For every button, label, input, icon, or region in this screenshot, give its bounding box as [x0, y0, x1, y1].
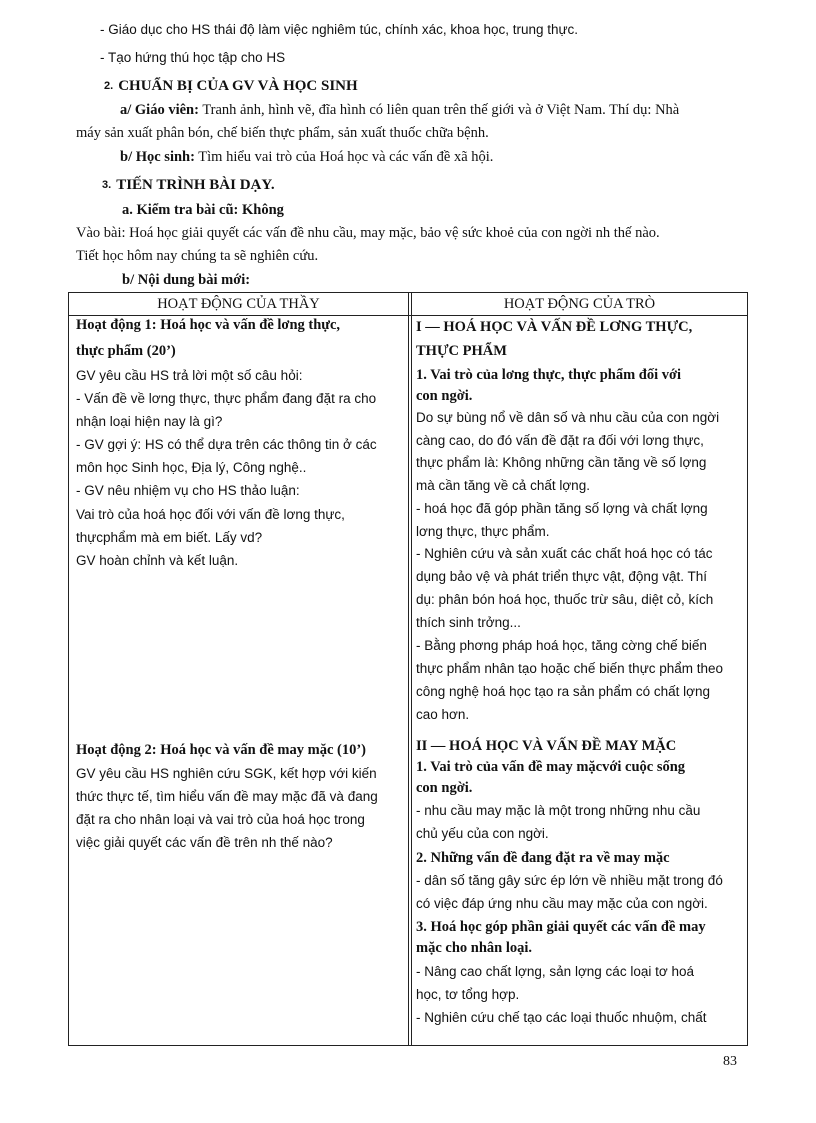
student-line: công nghệ hoá học tạo ra sản phẩm có chất lợng: [416, 684, 711, 699]
teacher-line: - GV nêu nhiệm vụ cho HS thảo luận:: [76, 483, 300, 498]
teacher-line: việc giải quyết các vấn đề trên nh thế nào?: [76, 835, 333, 850]
student-line: 3. Hoá học góp phần giải quyết các vấn đề may: [416, 919, 706, 935]
teacher-prep: [120, 101, 679, 119]
student-line: học, tơ tổng hợp.: [416, 987, 520, 1002]
student-line: có việc đáp ứng nhu cầu may mặc của con ngời.: [416, 896, 708, 911]
student-line: càng cao, do đó vấn đề đặt ra đối với lơng thực,: [416, 433, 704, 448]
section-2-heading: [104, 77, 358, 95]
student-line: THỰC PHẨM: [416, 343, 507, 359]
student-line: chủ yếu của con ngời.: [416, 826, 549, 841]
teacher-line: GV hoàn chỉnh và kết luận.: [76, 553, 239, 568]
student-line: 1. Vai trò của vấn đề may mặcvới cuộc sống: [416, 759, 686, 775]
header-student: HOẠT ĐỘNG CỦA TRÒ: [503, 296, 656, 312]
student-line: mà cần tăng về cả chất lợng.: [416, 478, 590, 493]
student-line: cao hơn.: [416, 707, 470, 722]
student-line: con ngời.: [416, 780, 473, 796]
column-divider-double: [411, 293, 412, 1045]
teacher-text-2: máy sản xuất phân bón, chế biến thực phẩm, sản xuất thuốc chữa bệnh.: [76, 125, 489, 141]
header-teacher: HOẠT ĐỘNG CỦA THẦY: [157, 296, 320, 312]
section-2-title: CHUẨN BỊ CỦA GV VÀ HỌC SINH: [118, 78, 358, 94]
teacher-line: thực phẩm (20’): [76, 343, 176, 359]
student-line: - hoá học đã góp phần tăng số lợng và chất lợng: [416, 501, 708, 516]
student-line: thực phẩm là: Không những cần tăng về số lợng: [416, 455, 707, 470]
student-line: II — HOÁ HỌC VÀ VẤN ĐỀ MAY MẶC: [416, 738, 677, 754]
new-content-label: b/ Nội dung bài mới:: [122, 272, 251, 288]
old-lesson-check: a. Kiểm tra bài cũ: Không: [122, 202, 284, 218]
student-line: - Nghiên cứu và sản xuất các chất hoá học có tác: [416, 546, 713, 561]
student-line: Do sự bùng nổ về dân số và nhu cầu của con ngời: [416, 410, 720, 425]
student-line: I — HOÁ HỌC VÀ VẤN ĐỀ LƠNG THỰC,: [416, 319, 693, 335]
header-divider: [69, 315, 747, 316]
teacher-line: nhận loại hiện nay là gì?: [76, 414, 223, 429]
teacher-line: - GV gợi ý: HS có thể dựa trên các thông tin ở các: [76, 437, 377, 452]
student-line: - Nâng cao chất lợng, sản lợng các loại tơ hoá: [416, 964, 694, 979]
student-line: dụ: phân bón hoá học, thuốc trừ sâu, diệt cỏ, kích: [416, 592, 714, 607]
section-3-heading: [102, 176, 275, 194]
teacher-line: đặt ra cho nhân loại và vai trò của hoá học trong: [76, 812, 365, 827]
teacher-line: - Vấn đề về lơng thực, thực phẩm đang đặt ra cho: [76, 391, 377, 406]
student-line: - nhu cầu may mặc là một trong những nhu cầu: [416, 803, 701, 818]
teacher-line: Vai trò của hoá học đối với vấn đề lơng thực,: [76, 507, 345, 522]
student-line: - Bằng phơng pháp hoá học, tăng cờng chế biến: [416, 638, 707, 653]
teacher-line: môn học Sinh học, Địa lý, Công nghệ..: [76, 460, 307, 475]
teacher-line: GV yêu cầu HS nghiên cứu SGK, kết hợp với kiến: [76, 766, 377, 781]
activity-table: [68, 292, 748, 1046]
student-line: mặc cho nhân loại.: [416, 940, 533, 956]
student-label: b/ Học sinh:: [120, 149, 195, 165]
student-line: - Nghiên cứu chế tạo các loại thuốc nhuộm, chất: [416, 1010, 707, 1025]
student-line: con ngời.: [416, 388, 473, 404]
section-2-number: 2.: [104, 80, 114, 92]
student-line: thực phẩm nhân tạo hoặc chế biến thực phẩm theo: [416, 661, 724, 676]
student-line: - dân số tăng gây sức ép lớn về nhiều mặt trong đó: [416, 873, 723, 888]
teacher-label: a/ Giáo viên:: [120, 102, 199, 118]
student-line: thích sinh trởng...: [416, 615, 521, 630]
student-text: Tìm hiểu vai trò của Hoá học và các vấn đề xã hội.: [194, 149, 494, 165]
student-line: 1. Vai trò của lơng thực, thực phẩm đối với: [416, 367, 682, 383]
student-prep: [120, 148, 493, 166]
teacher-line: Hoạt động 1: Hoá học và vấn đề lơng thực,: [76, 317, 341, 333]
intro-line-1: - Giáo dục cho HS thái độ làm việc nghiêm túc, chính xác, khoa học, trung thực.: [100, 22, 579, 37]
column-divider: [408, 293, 409, 1045]
teacher-text-1: Tranh ảnh, hình vẽ, đĩa hình có liên quan trên thế giới và ở Việt Nam. Thí dụ: Nhà: [198, 102, 680, 118]
lesson-intro-1: Vào bài: Hoá học giải quyết các vấn đề nhu cầu, may mặc, bảo vệ sức khoẻ của con ngời nh thế nào.: [76, 225, 660, 241]
section-3-title: TIẾN TRÌNH BÀI DẠY.: [116, 177, 275, 193]
intro-line-2: - Tạo hứng thú học tập cho HS: [100, 50, 286, 65]
lesson-intro-2: Tiết học hôm nay chúng ta sẽ nghiên cứu.: [76, 248, 319, 264]
section-3-number: 3.: [102, 179, 112, 191]
teacher-line: thức thực tế, tìm hiểu vấn đề may mặc đã và đang: [76, 789, 378, 804]
teacher-line: thựcphẩm mà em biết. Lấy vd?: [76, 530, 263, 545]
page-number: 83: [723, 1054, 737, 1069]
teacher-line: Hoạt động 2: Hoá học và vấn đề may mặc (10’): [76, 742, 366, 758]
student-line: 2. Những vấn đề đang đặt ra về may mặc: [416, 850, 670, 866]
student-line: lơng thực, thực phẩm.: [416, 524, 550, 539]
teacher-line: GV yêu cầu HS trả lời một số câu hỏi:: [76, 368, 303, 383]
student-line: dụng bảo vệ và phát triển thực vật, động vật. Thí: [416, 569, 707, 584]
